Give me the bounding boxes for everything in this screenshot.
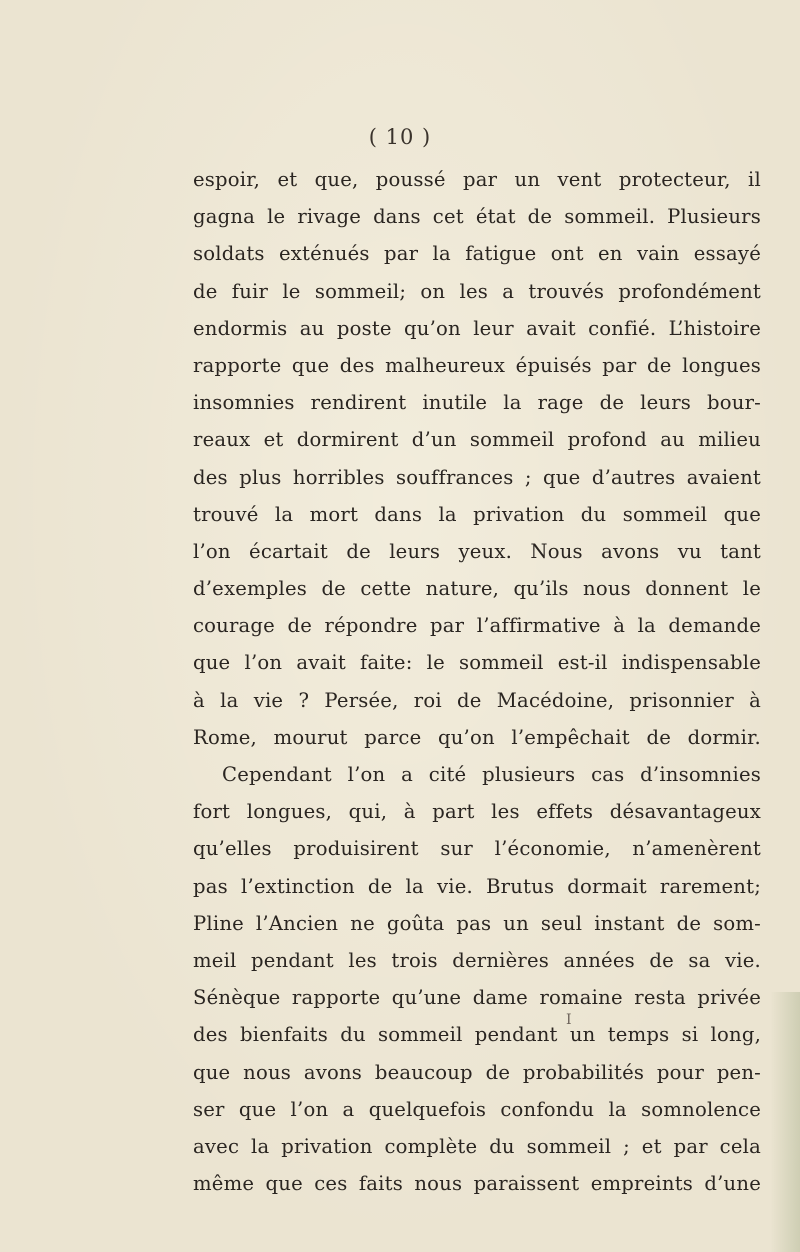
text-line: même que ces faits nous paraissent empreints d’une [193,1172,761,1196]
text-line: soldats exténués par la fatigue ont en vain essayé [193,242,761,266]
text-line: d’exemples de cette nature, qu’ils nous donnent le [193,577,761,601]
body-text [193,161,761,1202]
text-line: Pline l’Ancien ne goûta pas un seul instant de som- [193,911,761,935]
text-line: pas l’extinction de la vie. Brutus dormait rarement; [193,874,761,898]
text-line: que l’on avait faite: le sommeil est-il indispensable [193,651,761,675]
text-line: avec la privation complète du sommeil ; et par cela [193,1134,761,1158]
text-line: Cependant l’on a cité plusieurs cas d’insomnies [222,763,761,786]
text-line: qu’elles produisirent sur l’économie, n’amenèrent [193,837,761,861]
text-line: trouvé la mort dans la privation du sommeil que [193,502,761,526]
text-line: ser que l’on a quelquefois confondu la somnolence [193,1097,761,1121]
text-line: Rome, mourut parce qu’on l’empêchait de dormir. [193,725,761,749]
text-line: des plus horribles souffrances ; que d’autres avaient [193,465,761,489]
text-line: reaux et dormirent d’un sommeil profond au milieu [193,428,761,452]
text-line: insomnies rendirent inutile la rage de leurs bour- [193,391,761,415]
text-line: des bienfaits du sommeil pendant un temps si long, [193,1023,761,1047]
text-line: meil pendant les trois dernières années de sa vie. [193,948,761,972]
text-line: espoir, et que, poussé par un vent protecteur, il [193,168,761,191]
text-line: endormis au poste qu’on leur avait confié. L’histoire [193,316,761,340]
text-line: rapporte que des malheureux épuisés par de longues [193,353,761,377]
page-number: ( 10 ) [368,125,432,149]
text-line: courage de répondre par l’affirmative à la demande [193,614,761,638]
text-line: l’on écartait de leurs yeux. Nous avons vu tant [193,539,761,563]
page-edge-stain [770,992,800,1252]
text-line: gagna le rivage dans cet état de sommeil. Plusieurs [193,205,761,229]
signature-mark: I [566,1012,572,1028]
text-line: à la vie ? Persée, roi de Macédoine, prisonnier à [193,688,761,712]
text-line: que nous avons beaucoup de probabilités pour pen- [193,1060,761,1084]
text-line: fort longues, qui, à part les effets désavantageux [193,800,761,824]
text-line: Sénèque rapporte qu’une dame romaine resta privée [193,986,761,1010]
text-line: de fuir le sommeil; on les a trouvés profondément [193,279,761,303]
